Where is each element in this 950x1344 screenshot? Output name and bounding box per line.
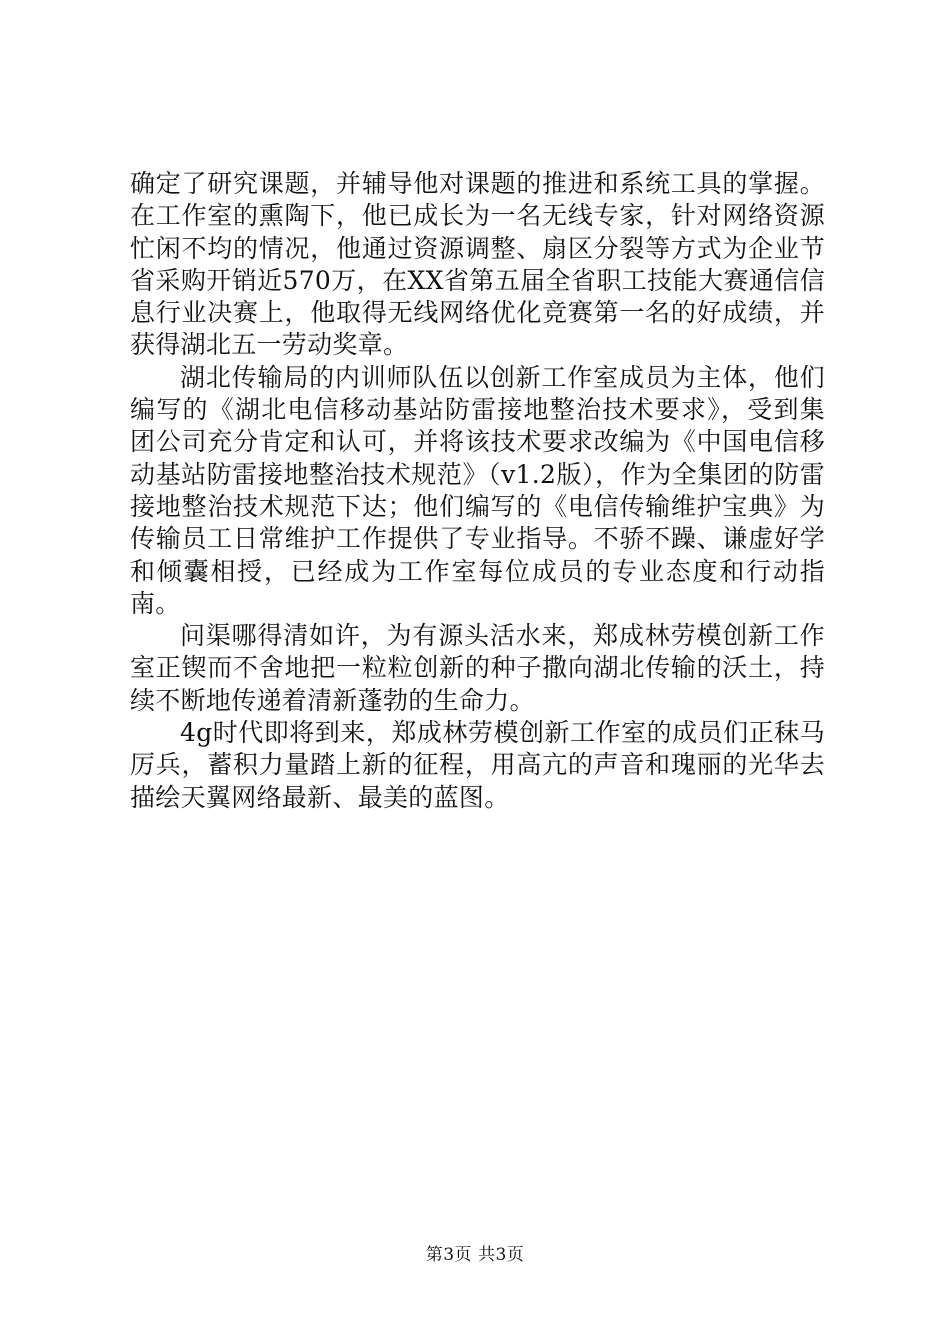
paragraph-2: 湖北传输局的内训师队伍以创新工作室成员为主体，他们编写的《湖北电信移动基站防雷接地整治技术要求》，受到集团公司充分肯定和认可，并将该技术要求改编为《中国电信移动基站防雷接地整治技术规范》（v1.2版），作为全集团的防雷接地整治技术规范下达；他们编写的《电信传输维护宝典》为传输员工日常维护工作提供了专业指导。不骄不躁、谦虚好学和倾囊相授，已经成为工作室每位成员的专业态度和行动指南。 <box>130 362 825 618</box>
paragraph-3: 问渠哪得清如许，为有源头活水来，郑成林劳模创新工作室正锲而不舍地把一粒粒创新的种子撒向湖北传输的沃土，持续不断地传递着清新蓬勃的生命力。 <box>130 621 825 715</box>
page-footer <box>0 1244 950 1266</box>
page-number-label: 第3页 共3页 <box>425 1245 525 1265</box>
paragraph-1: 确定了研究课题，并辅导他对课题的推进和系统工具的掌握。在工作室的熏陶下，他已成长为一名无线专家，针对网络资源忙闲不均的情况，他通过资源调整、扇区分裂等方式为企业节省采购开销近570万，在XX省第五届全省职工技能大赛通信信息行业决赛上，他取得无线网络优化竞赛第一名的好成绩，并获得湖北五一劳动奖章。 <box>130 169 825 360</box>
paragraph-4: 4g时代即将到来，郑成林劳模创新工作室的成员们正秣马厉兵，蓄积力量踏上新的征程，用高亢的声音和瑰丽的光华去描绘天翼网络最新、最美的蓝图。 <box>130 718 825 812</box>
document-body <box>130 168 825 814</box>
